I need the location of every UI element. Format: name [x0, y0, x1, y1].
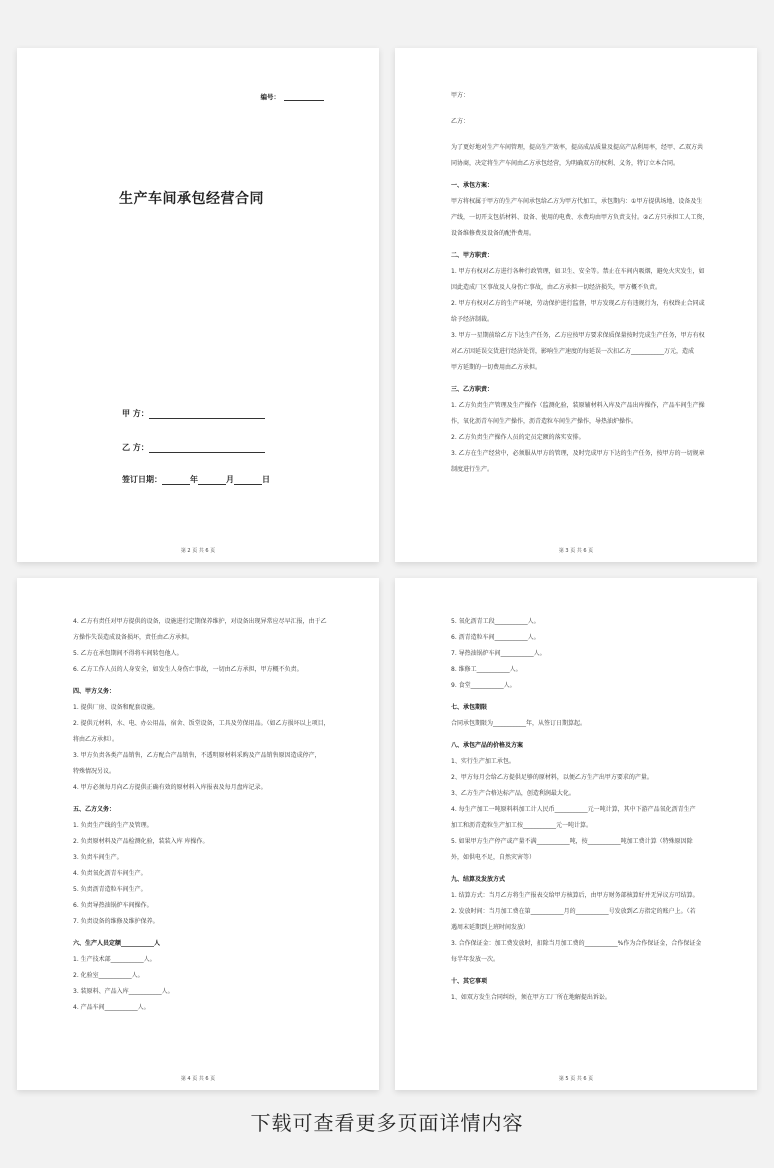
contract-page-5 [395, 578, 757, 1090]
spacer [451, 104, 717, 114]
text-line: 3. 乙方在生产经营中，必须服从甲方的管理，及时完成甲方下达的生产任务，按甲方的一切规章 [451, 450, 705, 457]
text-line: 5. 氧化沥青工段___________人。 [451, 618, 540, 625]
text-line: 2. 提供元材料，水、电、办公用品，宿舍、饭堂设备，工具及劳保用品。（如乙方损坏以上项目， [73, 720, 330, 727]
section-heading: 九、结算及发放方式 [451, 876, 506, 883]
text-line: 6. 沥青造粒车间___________人。 [451, 634, 540, 641]
text-line: 将由乙方承担）。 [73, 736, 119, 743]
text-line: 对乙方因延误交货进行经济处罚，影响生产速度的每延误一次扣乙方___________万元，造成 [451, 348, 695, 355]
text-line: 2. 化验室___________人。 [73, 972, 144, 979]
text-line: 乙方： [451, 118, 470, 125]
text-line: 作，氧化沥青车间生产操作，沥青造粒车间生产操作，导热油炉操作。 [451, 418, 638, 425]
text-line: 同协商，决定将生产车间由乙方承包经营，为明确双方的权利、义务，特订立本合同。 [451, 160, 680, 167]
section-heading: 二、甲方职责： [451, 252, 494, 259]
text-line: 2. 甲方有权对乙方的生产环境，劳动保护进行监督，甲方发现乙方有违规行为，有权终止合同或 [451, 300, 705, 307]
text-line: 5. 负责沥青造粒车间生产。 [73, 886, 147, 893]
section-heading: 五、乙方义务： [73, 806, 116, 813]
section-heading: 一、承包方案： [451, 182, 494, 189]
text-line: 3. 装原料、产品入库___________人。 [73, 988, 174, 995]
text-line: 4. 乙方有责任对甲方提供的设备，设施进行定期保养维护，对设备出现异常应尽早汇报，由于乙 [73, 618, 327, 625]
text-line: 2. 乙方负责生产操作人员的定员定额的落实安排。 [451, 434, 585, 441]
text-line: 产线，一切开支包括材料、设备、使用的电费、水费均由甲方负责支付。②乙方只承担工人工资， [451, 214, 709, 221]
text-line: 9. 食堂___________人。 [451, 682, 516, 689]
text-line: 3. 负责车间生产。 [73, 854, 123, 861]
text-line: 6. 乙方工作人员的人身安全，如发生人身伤亡事故，一切由乙方承担，甲方概不负责。 [73, 666, 303, 673]
section-heading: 八、承包产品的价格及方案 [451, 742, 524, 749]
text-line: 1. 结算方式：当月乙方将生产报表交给甲方核算后，由甲方财务部核算好并无异议方可结算。 [451, 892, 699, 899]
download-caption: 下载可查看更多页面详情内容 [250, 1111, 524, 1135]
text-line: 甲方： [451, 92, 470, 99]
contract-number-blank [284, 100, 324, 101]
text-line: 加工和沥青造粒生产加工按___________元一吨计算。 [451, 822, 593, 829]
section-heading: 七、承包期限 [451, 704, 488, 711]
text-line: 外，如供电不足，自然灾害等） [451, 854, 536, 861]
text-line: 每半年发放一次。 [451, 956, 500, 963]
text-line: 因此造成厂区事故及人身伤亡事故，由乙方承担一切经济损失，甲方概不负责。 [451, 284, 662, 291]
text-line: 甲方将权属于甲方的生产车间承包给乙方为甲方代加工，承包期内：①甲方提供场地、设备及生 [451, 198, 703, 205]
contract-page-3 [395, 48, 757, 562]
page-body [451, 614, 717, 1006]
page-footer: 第 2 页 共 6 页 [180, 548, 216, 554]
contract-number: 编号： [261, 92, 325, 101]
text-line: 6. 负责导热油锅炉车间操作。 [73, 902, 153, 909]
text-line: 3. 甲方一星期前给乙方下达生产任务，乙方应按甲方要求保质保量按时完成生产任务，甲方有权 [451, 332, 705, 339]
text-line: 1. 负责生产线的生产及管理。 [73, 822, 153, 829]
text-line: 4. 产品车间___________人。 [73, 1004, 150, 1011]
text-line: 8. 维修工___________人。 [451, 666, 522, 673]
text-line: 1、实行生产加工承包。 [451, 758, 515, 765]
text-line: 7. 导热油锅炉车间___________人。 [451, 650, 546, 657]
section-heading: 六、生产人员定额___________人 [73, 940, 161, 947]
text-line: 3. 合作保证金：加工费发放时，扣除当月加工费的___________%作为合作保证金，合作保证金 [451, 940, 702, 947]
text-line: 2、甲方每月会给乙方提供足够的原材料，以便乙方生产出甲方要求的产量。 [451, 774, 653, 781]
spacer [451, 130, 717, 140]
text-line: 1. 甲方有权对乙方进行各种行政管理，如卫生、安全等。禁止在车间内吸烟，避免火灾发生，如 [451, 268, 705, 275]
text-line: 4. 每生产加工一吨原料料加工计人民币___________元一吨计算，其中下游产品氧化沥青生产 [451, 806, 696, 813]
text-line: 2. 负责原材料及产品检测化验，装装入库 库操作。 [73, 838, 209, 845]
text-line: 7. 负责设备的维修及维护保养。 [73, 918, 159, 925]
text-line: 遇周末延期到上班时间发放） [451, 924, 530, 931]
text-line: 3. 甲方负责各类产品销售，乙方配合产品销售，不透明原材料采购及产品销售原因造成停产， [73, 752, 321, 759]
text-line: 为了更好地对生产车间管理，提高生产效率，提高成品质量及提高产品利用率，经甲、乙双方共 [451, 144, 704, 151]
text-line: 1、如双方发生合同纠纷，须在甲方工厂所在地解提出诉讼。 [451, 994, 611, 1001]
contract-page-4 [17, 578, 379, 1090]
text-line: 5. 如果甲方生产停产或产量不满___________吨，按___________吨加工费计算（特殊原因除 [451, 838, 693, 845]
text-line: 特殊情况另议。 [73, 768, 116, 775]
text-line: 给予经济制裁。 [451, 316, 494, 323]
page-body [73, 614, 339, 1016]
text-line: 方操作失误造成设备损坏，责任由乙方承担。 [73, 634, 194, 641]
text-line: 4. 负责氧化沥青车间生产。 [73, 870, 147, 877]
text-line: 制度进行生产。 [451, 466, 494, 473]
text-line: 合同承包期限为___________年，从签订日期算起。 [451, 720, 587, 727]
text-line: 2. 发放时间：当月加工费在第___________月的___________号发放到乙方指定的账户上。（若 [451, 908, 696, 915]
text-line: 1. 乙方负责生产管理及生产操作（监测化验，装原辅材料入库及产品出库操作，产品车间生产操 [451, 402, 705, 409]
signing-date-field: 签订日期： 年 月 日 [122, 475, 270, 484]
page-footer: 第 3 页 共 6 页 [558, 548, 594, 554]
page-body [451, 88, 717, 478]
page-footer: 第 5 页 共 6 页 [558, 1076, 594, 1082]
section-heading: 四、甲方义务： [73, 688, 116, 695]
text-line: 3、乙方生产合格达标产品，创造利润最大化。 [451, 790, 575, 797]
section-heading: 三、乙方职责： [451, 386, 494, 393]
cover-page [17, 48, 379, 562]
text-line: 5. 乙方在承包期间不得将车间转包他人。 [73, 650, 183, 657]
text-line: 1. 生产技术部___________人。 [73, 956, 156, 963]
page-footer: 第 4 页 共 6 页 [180, 1076, 216, 1082]
text-line: 甲方延期的一切费用由乙方承担。 [451, 364, 542, 371]
section-heading: 十、其它事项 [451, 978, 488, 985]
text-line: 4. 甲方必须每月向乙方提供正确有效的原材料入库报表及每月盘库记录。 [73, 784, 267, 791]
document-title: 生产车间承包经营合同 [119, 191, 264, 207]
text-line: 设备维修费及设备的配件费用。 [451, 230, 536, 237]
party-a-field: 甲 方： [122, 408, 265, 419]
party-b-field: 乙 方： [122, 442, 265, 453]
text-line: 1. 提供厂房、设备和配套设施。 [73, 704, 159, 711]
